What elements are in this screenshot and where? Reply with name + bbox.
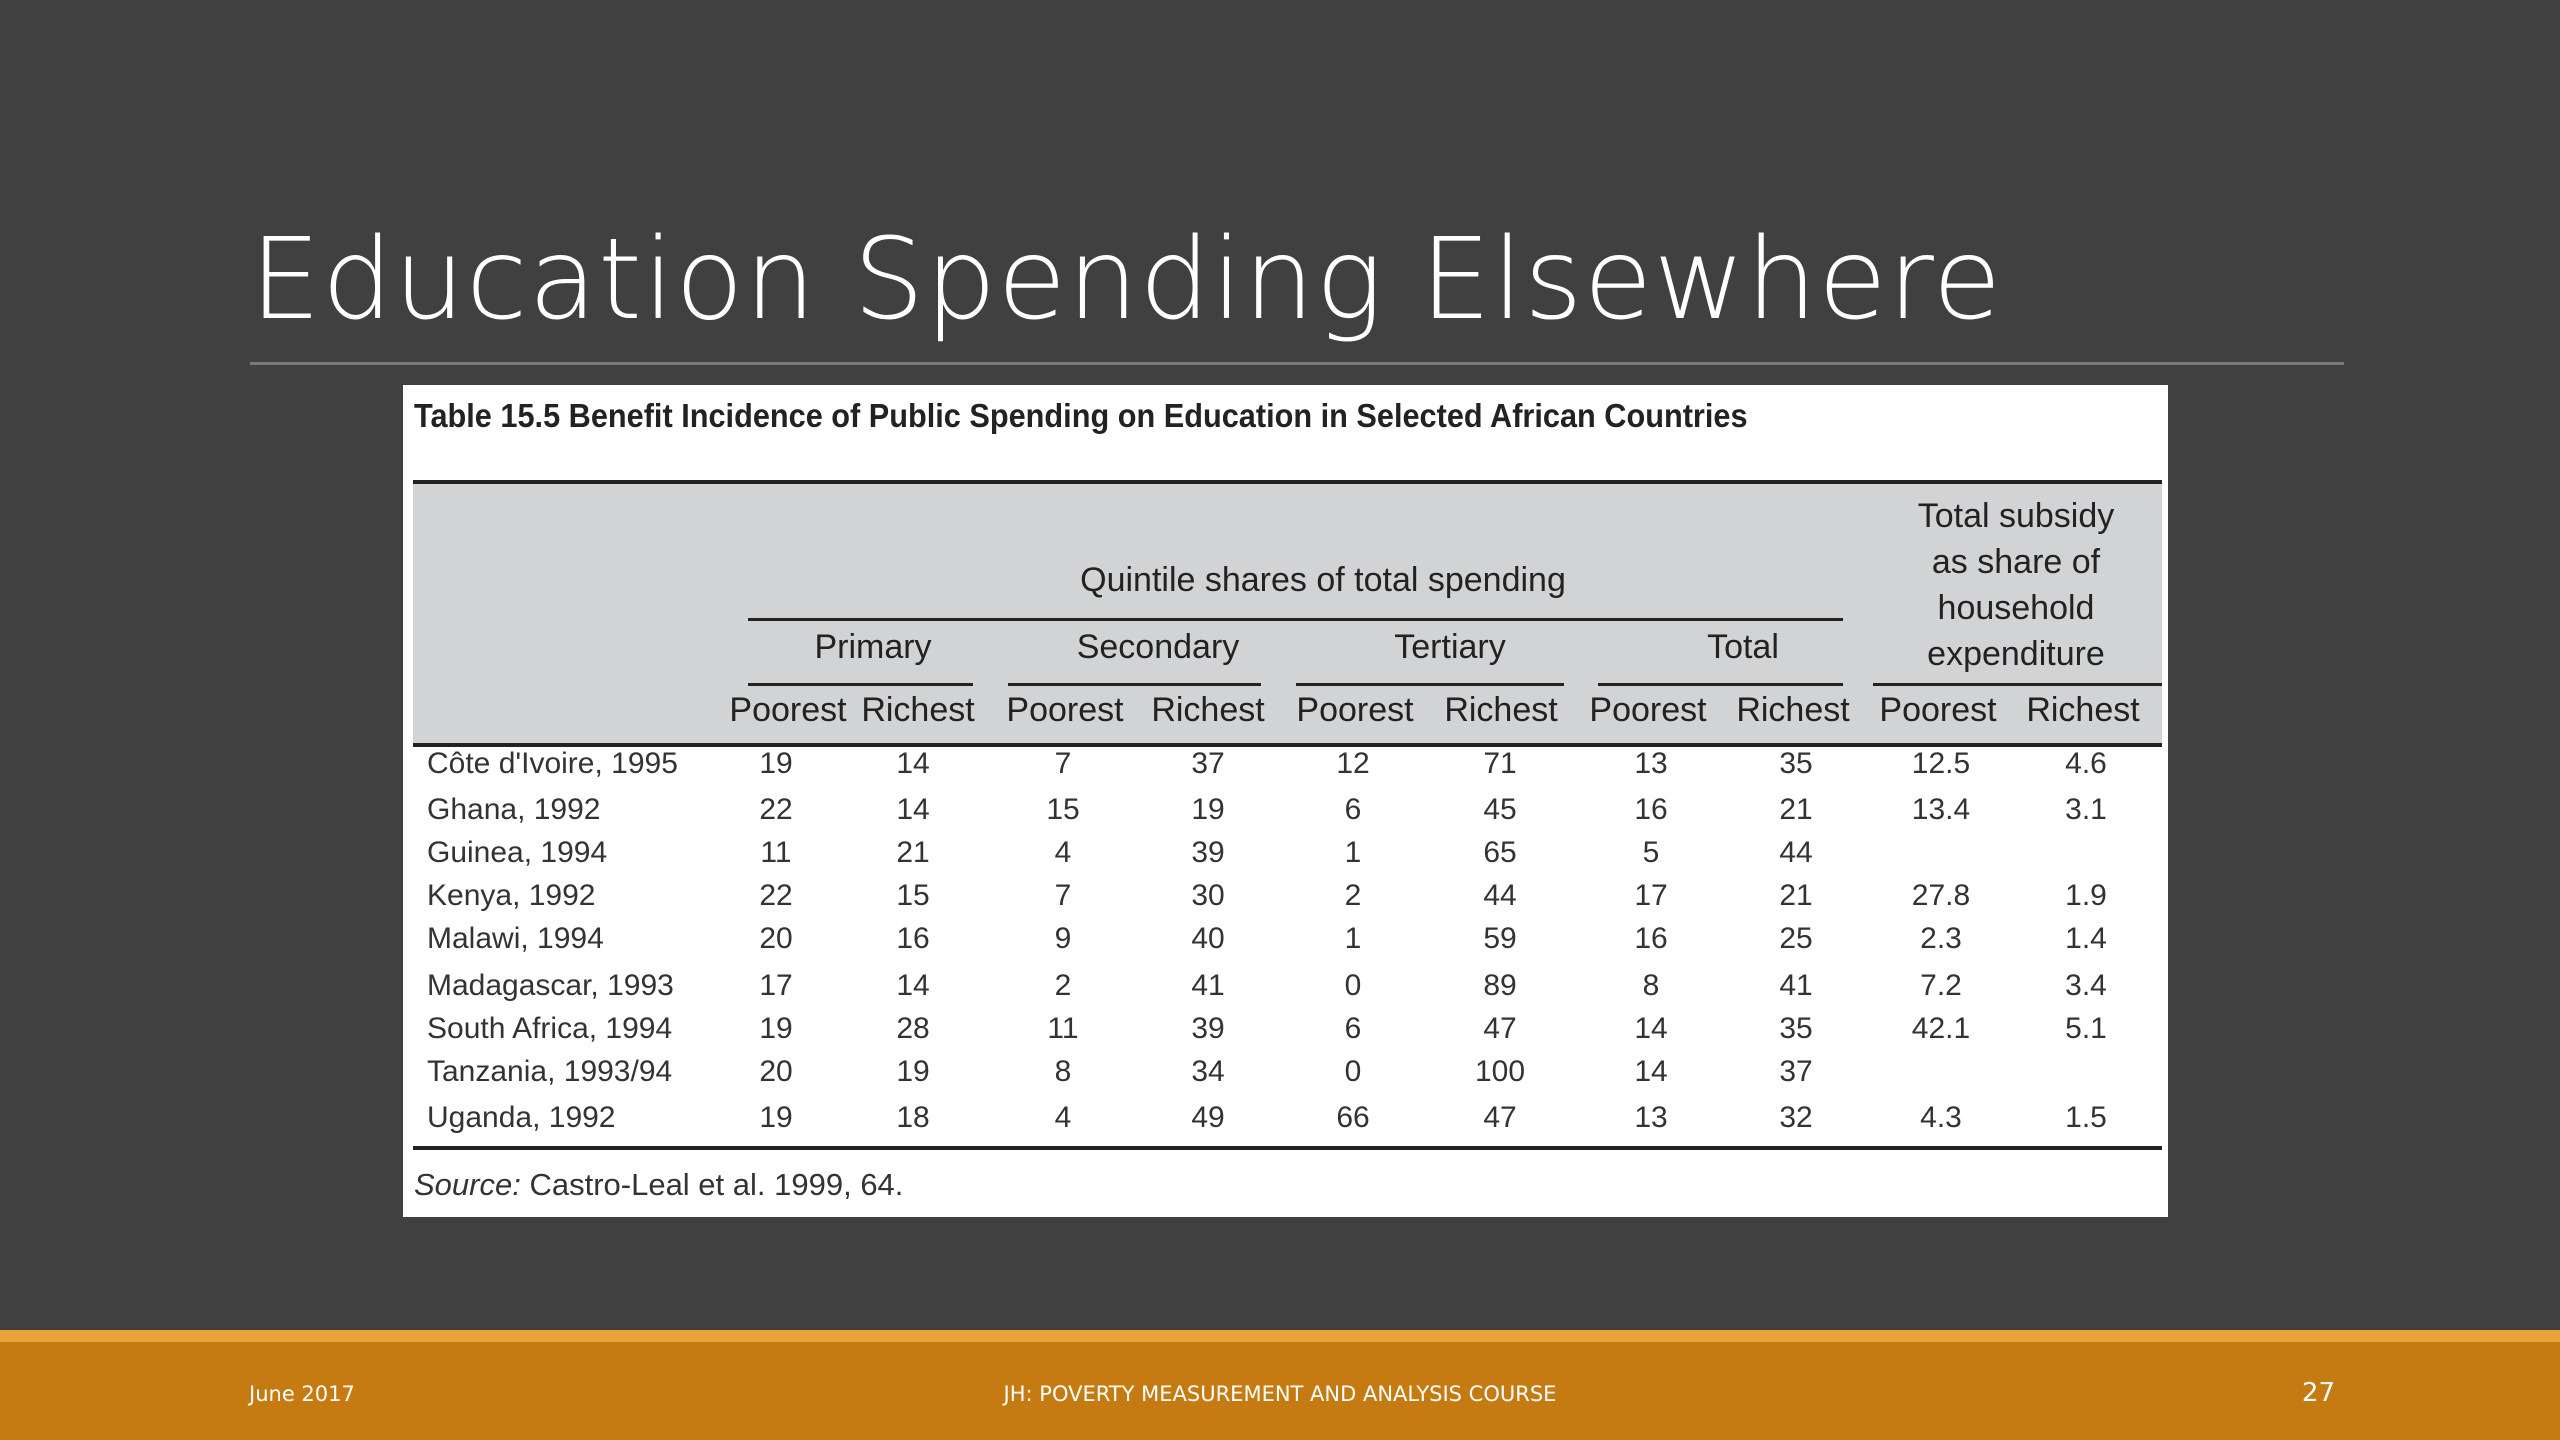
cell-tertiary-poorest: 66 <box>1336 1101 1370 1134</box>
cell-subsidy-poorest: 12.5 <box>1911 747 1971 780</box>
cell-subsidy-poorest: 4.3 <box>1920 1101 1962 1134</box>
footer-accent-strip <box>0 1330 2560 1342</box>
subsidy-header-line: as share of <box>1931 543 2101 581</box>
col-header-total-poorest: Poorest <box>1589 691 1707 729</box>
cell-subsidy-richest: 1.5 <box>2065 1101 2107 1134</box>
cell-subsidy-richest: 3.1 <box>2065 793 2107 826</box>
cell-tertiary-richest: 44 <box>1483 879 1517 912</box>
cell-subsidy-poorest: 13.4 <box>1911 793 1971 826</box>
cell-total-richest: 44 <box>1779 836 1813 869</box>
col-header-secondary-richest: Richest <box>1151 691 1265 729</box>
cell-total-richest: 35 <box>1779 747 1813 780</box>
table-row-country: Tanzania, 1993/94 <box>427 1055 673 1088</box>
cell-tertiary-poorest: 2 <box>1344 879 1362 912</box>
cell-secondary-poorest: 15 <box>1046 793 1080 826</box>
table-top-rule-overlay <box>413 480 2162 484</box>
cell-total-richest: 21 <box>1779 879 1813 912</box>
source-text: Castro-Leal et al. 1999, 64. <box>520 1167 904 1202</box>
cell-secondary-richest: 39 <box>1191 1012 1225 1045</box>
subsidy-header-line: expenditure <box>1927 635 2105 673</box>
cell-primary-richest: 16 <box>896 922 930 955</box>
table-row-country: Ghana, 1992 <box>427 793 601 826</box>
cell-total-richest: 32 <box>1779 1101 1813 1134</box>
cell-secondary-poorest: 4 <box>1054 1101 1072 1134</box>
cell-subsidy-richest: 4.6 <box>2065 747 2107 780</box>
table-row-country: Uganda, 1992 <box>427 1101 616 1134</box>
footer-date: June 2017 <box>249 1382 355 1406</box>
cell-tertiary-poorest: 6 <box>1344 1012 1362 1045</box>
cell-subsidy-poorest: 7.2 <box>1920 969 1962 1002</box>
cell-tertiary-richest: 100 <box>1474 1055 1526 1088</box>
cell-total-poorest: 13 <box>1634 747 1668 780</box>
cell-total-poorest: 16 <box>1634 793 1668 826</box>
primary-rule <box>748 683 973 686</box>
cell-primary-richest: 14 <box>896 747 930 780</box>
col-header-total-richest: Richest <box>1736 691 1850 729</box>
cell-secondary-richest: 39 <box>1191 836 1225 869</box>
cell-primary-poorest: 11 <box>760 836 792 869</box>
cell-secondary-poorest: 9 <box>1054 922 1072 955</box>
cell-tertiary-poorest: 6 <box>1344 793 1362 826</box>
table-row-country: Madagascar, 1993 <box>427 969 674 1002</box>
cell-secondary-poorest: 4 <box>1054 836 1072 869</box>
level-header-secondary: Secondary <box>1076 628 1240 666</box>
cell-subsidy-poorest: 2.3 <box>1920 922 1962 955</box>
cell-primary-poorest: 22 <box>759 793 793 826</box>
cell-tertiary-poorest: 1 <box>1344 922 1362 955</box>
table-row-country: Côte d'Ivoire, 1995 <box>427 747 678 780</box>
total-rule <box>1598 683 1843 686</box>
slide-title: Education Spending Elsewhere <box>250 215 2003 345</box>
table-image <box>403 385 2168 1217</box>
cell-secondary-richest: 41 <box>1191 969 1225 1002</box>
cell-total-poorest: 5 <box>1642 836 1660 869</box>
cell-primary-poorest: 19 <box>759 1101 793 1134</box>
cell-secondary-richest: 49 <box>1191 1101 1225 1134</box>
subsidy-header-line: Total subsidy <box>1917 497 2115 535</box>
cell-total-poorest: 14 <box>1634 1055 1668 1088</box>
cell-tertiary-poorest: 0 <box>1344 1055 1362 1088</box>
footer-course-title: JH: POVERTY MEASUREMENT AND ANALYSIS COURSE <box>1003 1382 1557 1406</box>
cell-tertiary-richest: 47 <box>1483 1101 1517 1134</box>
col-header-primary-richest: Richest <box>861 691 975 729</box>
cell-tertiary-richest: 47 <box>1483 1012 1517 1045</box>
table-caption: Table 15.5 Benefit Incidence of Public Spending on Education in Selected African Countries <box>414 397 1748 434</box>
level-header-total: Total <box>1707 628 1779 666</box>
cell-secondary-richest: 40 <box>1191 922 1225 955</box>
cell-total-richest: 35 <box>1779 1012 1813 1045</box>
cell-subsidy-richest: 1.9 <box>2065 879 2107 912</box>
cell-total-poorest: 8 <box>1642 969 1660 1002</box>
cell-primary-richest: 28 <box>896 1012 930 1045</box>
level-header-primary: Primary <box>814 628 932 666</box>
cell-subsidy-richest: 1.4 <box>2065 922 2107 955</box>
cell-subsidy-poorest: 42.1 <box>1911 1012 1971 1045</box>
cell-total-richest: 41 <box>1779 969 1813 1002</box>
cell-primary-richest: 18 <box>896 1101 930 1134</box>
cell-primary-poorest: 19 <box>759 747 793 780</box>
col-header-tertiary-poorest: Poorest <box>1296 691 1414 729</box>
col-header-primary-poorest: Poorest <box>729 691 847 729</box>
cell-tertiary-poorest: 12 <box>1336 747 1370 780</box>
cell-tertiary-richest: 71 <box>1483 747 1517 780</box>
cell-tertiary-richest: 89 <box>1483 969 1517 1002</box>
cell-secondary-richest: 30 <box>1191 879 1225 912</box>
table-source <box>414 1167 903 1203</box>
subsidy-rule <box>1873 683 2162 686</box>
cell-primary-richest: 15 <box>896 879 930 912</box>
cell-secondary-poorest: 11 <box>1047 1012 1079 1045</box>
cell-tertiary-richest: 65 <box>1483 836 1517 869</box>
source-label: Source: <box>414 1167 521 1202</box>
col-header-subsidy-poorest: Poorest <box>1879 691 1997 729</box>
cell-primary-poorest: 20 <box>759 1055 793 1088</box>
secondary-rule <box>1008 683 1261 686</box>
cell-tertiary-poorest: 1 <box>1344 836 1362 869</box>
title-divider <box>250 362 2344 365</box>
cell-primary-poorest: 20 <box>759 922 793 955</box>
table-row-country: Guinea, 1994 <box>427 836 608 869</box>
cell-subsidy-richest: 3.4 <box>2065 969 2107 1002</box>
cell-secondary-richest: 34 <box>1191 1055 1225 1088</box>
cell-secondary-poorest: 2 <box>1054 969 1072 1002</box>
subsidy-header-line: household <box>1937 589 2095 627</box>
cell-tertiary-richest: 45 <box>1483 793 1517 826</box>
cell-total-richest: 25 <box>1779 922 1813 955</box>
cell-primary-poorest: 22 <box>759 879 793 912</box>
cell-tertiary-poorest: 0 <box>1344 969 1362 1002</box>
cell-secondary-richest: 37 <box>1191 747 1225 780</box>
group-header-rule <box>748 618 1843 621</box>
cell-total-poorest: 16 <box>1634 922 1668 955</box>
cell-total-poorest: 17 <box>1634 879 1668 912</box>
table-bottom-rule <box>413 1146 2162 1150</box>
table-row-country: Malawi, 1994 <box>427 922 604 955</box>
cell-total-richest: 37 <box>1779 1055 1813 1088</box>
cell-total-poorest: 13 <box>1634 1101 1668 1134</box>
cell-primary-richest: 14 <box>896 969 930 1002</box>
tertiary-rule <box>1296 683 1564 686</box>
cell-total-richest: 21 <box>1779 793 1813 826</box>
cell-subsidy-richest: 5.1 <box>2065 1012 2107 1045</box>
table-row-country: Kenya, 1992 <box>427 879 596 912</box>
col-header-tertiary-richest: Richest <box>1444 691 1558 729</box>
col-header-subsidy-richest: Richest <box>2026 691 2140 729</box>
subsidy-header <box>1871 493 2161 677</box>
cell-primary-poorest: 19 <box>759 1012 793 1045</box>
cell-secondary-poorest: 7 <box>1054 879 1072 912</box>
cell-total-poorest: 14 <box>1634 1012 1668 1045</box>
cell-primary-richest: 14 <box>896 793 930 826</box>
group-header-quintile: Quintile shares of total spending <box>1080 561 1566 599</box>
cell-secondary-richest: 19 <box>1191 793 1225 826</box>
cell-tertiary-richest: 59 <box>1483 922 1517 955</box>
footer-page-number: 27 <box>2301 1378 2335 1408</box>
level-header-tertiary: Tertiary <box>1394 628 1506 666</box>
cell-primary-richest: 21 <box>896 836 930 869</box>
cell-secondary-poorest: 8 <box>1054 1055 1072 1088</box>
cell-primary-richest: 19 <box>896 1055 930 1088</box>
table-row-country: South Africa, 1994 <box>427 1012 673 1045</box>
cell-secondary-poorest: 7 <box>1054 747 1072 780</box>
cell-subsidy-poorest: 27.8 <box>1911 879 1971 912</box>
col-header-secondary-poorest: Poorest <box>1006 691 1124 729</box>
cell-primary-poorest: 17 <box>759 969 793 1002</box>
